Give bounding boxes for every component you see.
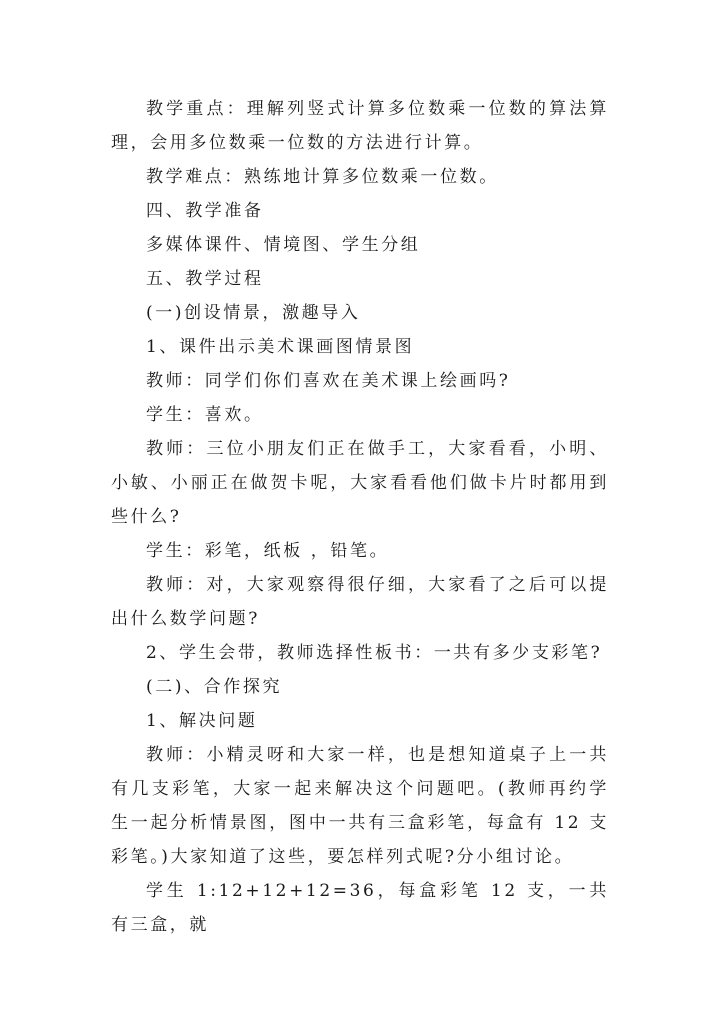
paragraph-preparation-items: 多媒体课件、情境图、学生分组 <box>146 235 421 255</box>
dialogue-student-1: 学生：喜欢。 <box>146 405 264 425</box>
paragraph-teaching-difficulty: 教学难点：熟练地计算多位数乘一位数。 <box>146 167 499 187</box>
paragraph-step-2: 2、学生会带，教师选择性板书：一共有多少支彩笔? <box>146 643 603 663</box>
subheading-introduction: (一)创设情景，激趣导入 <box>146 303 361 323</box>
document-body <box>111 92 609 942</box>
dialogue-teacher-1: 教师：同学们你们喜欢在美术课上绘画吗? <box>146 371 511 391</box>
paragraph-solve-problem: 1、解决问题 <box>146 711 258 731</box>
paragraph-teaching-focus: 教学重点：理解列竖式计算多位数乘一位数的算法算理，会用多位数乘一位数的方法进行计算。 <box>111 99 609 153</box>
heading-teaching-preparation: 四、教学准备 <box>146 201 264 221</box>
heading-teaching-process: 五、教学过程 <box>146 269 264 289</box>
dialogue-student-3: 学生 1:12+12+12=36，每盒彩笔 12 支，一共有三盒，就 <box>111 881 609 935</box>
dialogue-teacher-3: 教师：对，大家观察得很仔细，大家看了之后可以提出什么数学问题? <box>111 575 609 629</box>
subheading-cooperative-inquiry: (二)、合作探究 <box>146 677 283 697</box>
dialogue-teacher-4: 教师：小精灵呀和大家一样，也是想知道桌子上一共有几支彩笔，大家一起来解决这个问题吧。(教师再约学生一起分析情景图，图中一共有三盒彩笔，每盒有 12 支彩笔。)大家知道了这些，要怎样列式呢?分小组讨论。 <box>111 745 609 867</box>
paragraph-step-1: 1、课件出示美术课画图情景图 <box>146 337 415 357</box>
dialogue-student-2: 学生：彩笔，纸板 ，铅笔。 <box>146 541 390 561</box>
dialogue-teacher-2: 教师：三位小朋友们正在做手工，大家看看，小明、小敏、小丽正在做贺卡呢，大家看看他们做卡片时都用到些什么? <box>111 439 609 527</box>
